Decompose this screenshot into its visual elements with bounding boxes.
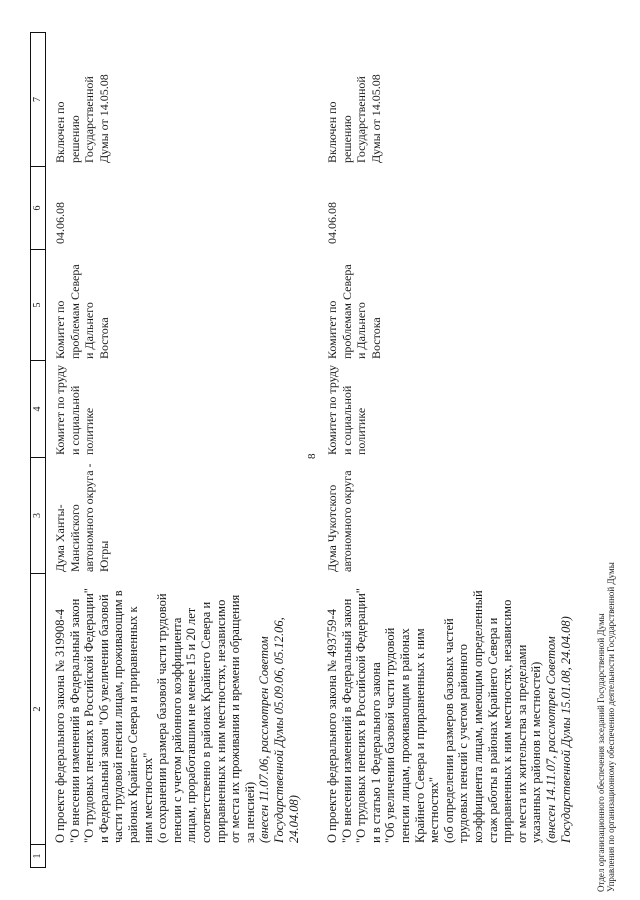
bill-note-line: Государственной Думы 15.01.08, 24.04.08) <box>558 616 573 843</box>
status-line: решению <box>339 115 354 163</box>
co-committee-line: Комитет по <box>325 300 339 359</box>
bill-text-line: (о сохранении размера базовой части трудовой <box>155 593 170 843</box>
bill-text-line: указанных районов и местностей) <box>529 661 544 843</box>
committee-line: политике <box>82 407 97 455</box>
co-committee-cell <box>53 264 111 359</box>
co-committee-line: Комитет по <box>53 300 67 359</box>
co-committee-line: и Дальнего <box>354 302 369 359</box>
initiator-cell <box>53 463 111 572</box>
bill-text-line: "Об увеличении базовой части трудовой <box>383 627 398 843</box>
column-number-6: 6 <box>31 167 45 250</box>
bill-text-line: районах Крайнего Севера и приравненных к <box>125 606 140 843</box>
date-cell <box>325 202 340 244</box>
initiator-line: автономного округа <box>339 470 354 572</box>
date-text: 04.06.08 <box>53 202 67 244</box>
initiator-line: Югры <box>96 540 111 572</box>
page-footer <box>596 562 616 892</box>
initiator-line: Дума Чукотского <box>325 484 339 572</box>
footer-line: Отдел организационного обеспечения заседаний Государственной Думы <box>596 613 606 892</box>
bill-text-line: "О трудовых пенсиях в Российской Федерации" <box>354 588 369 843</box>
bill-text-line: приравненных к ним местностях, независимо <box>213 599 228 843</box>
bill-text-line: О проекте федерального закона № 493759-4 <box>325 609 339 843</box>
bill-text-line: трудовых пенсий с учетом районного <box>456 644 471 843</box>
status-line: Включен по <box>53 101 67 163</box>
column-number-3: 3 <box>31 458 45 574</box>
committee-cell <box>325 365 369 455</box>
column-number-2: 2 <box>31 574 45 845</box>
co-committee-line: проблемам Севера <box>67 264 82 359</box>
co-committee-line: проблемам Севера <box>339 264 354 359</box>
bill-note-line: (внесен 14.11.07, рассмотрен Советом <box>543 636 558 843</box>
committee-cell <box>53 365 97 455</box>
bill-text-line: "О внесении изменений в Федеральный закон <box>67 598 82 843</box>
bill-note-line: (внесен 11.07.06, рассмотрен Советом <box>257 636 272 843</box>
table-header-row <box>30 32 46 868</box>
bill-text-line: соответственно в районах Крайнего Севера и <box>198 601 213 843</box>
column-number-4: 4 <box>31 361 45 458</box>
status-line: Государственной <box>82 76 97 163</box>
committee-line: Комитет по труду <box>53 364 67 455</box>
committee-line: и социальной <box>339 385 354 455</box>
committee-line: Комитет по труду <box>325 364 339 455</box>
bill-note-line: 24.04.08) <box>286 795 301 843</box>
bill-note-line: Государственной Думы 05.09.06, 05.12.06, <box>271 617 286 843</box>
bill-text-line: "О трудовых пенсиях в Российской Федерации" <box>82 588 97 843</box>
status-line: Государственной <box>354 76 369 163</box>
bill-text-line: стаж работы в районах Крайнего Севера и <box>485 617 500 843</box>
bill-text-line: приравненных к ним местностях, независимо <box>500 599 515 843</box>
bill-text-line: (об определении размеров базовых частей <box>441 618 456 843</box>
co-committee-cell <box>325 264 383 359</box>
status-cell <box>53 74 111 163</box>
initiator-line: автономного округа - <box>82 463 97 572</box>
co-committee-line: Востока <box>368 317 383 359</box>
status-line: Думы от 14.05.08 <box>368 74 383 163</box>
column-number-1: 1 <box>32 853 43 859</box>
bill-text-line: от места их жительства за пределами <box>514 644 529 843</box>
bill-text-line: и в статью 1 Федерального закона <box>368 662 383 843</box>
bill-text-line: местностях" <box>427 777 442 843</box>
co-committee-line: Востока <box>96 317 111 359</box>
co-committee-line: и Дальнего <box>82 302 97 359</box>
status-cell <box>325 74 383 163</box>
bill-text-line: О проекте федерального закона № 319908-4 <box>53 609 67 843</box>
date-text: 04.06.08 <box>325 202 339 244</box>
footer-line: Управления по организационному обеспечению деятельности Государственной Думы <box>606 562 616 892</box>
bill-text-line: за пенсией) <box>242 781 257 843</box>
bill-text-line: и Федеральный закон "Об увеличении базовой <box>96 594 111 843</box>
status-line: решению <box>67 115 82 163</box>
bill-text-line: пенсии лицам, проживающим в районах <box>397 628 412 843</box>
bill-cell <box>53 588 301 843</box>
date-cell <box>53 202 68 244</box>
table-row <box>53 0 303 900</box>
status-line: Думы от 14.05.08 <box>96 74 111 163</box>
bill-text-line: коэффициента лицам, имеющим определенный <box>470 590 485 843</box>
bill-text-line: пенсии с учетом районного коэффициента <box>169 617 184 843</box>
initiator-line: Дума Ханты- <box>53 504 67 572</box>
column-number-5: 5 <box>31 250 45 361</box>
bill-cell <box>325 588 573 843</box>
status-line: Включен по <box>325 101 339 163</box>
bill-text-line: лицам, проработавшим не менее 15 и 20 лет <box>184 607 199 843</box>
committee-line: и социальной <box>67 385 82 455</box>
table-row <box>325 0 575 900</box>
page-number: 8 <box>306 453 318 459</box>
initiator-line: Мансийского <box>67 504 82 572</box>
bill-text-line: Крайнего Севера и приравненных к ним <box>412 628 427 843</box>
initiator-cell <box>325 470 354 572</box>
bill-text-line: от места их проживания и времени обращения <box>228 594 243 843</box>
bill-text-line: ним местностях" <box>140 752 155 843</box>
column-number-7: 7 <box>31 33 45 167</box>
bill-text-line: "О внесении изменений в Федеральный закон <box>339 598 354 843</box>
bill-text-line: части трудовой пенсии лицам, проживающим в <box>111 590 126 843</box>
committee-line: политике <box>354 407 369 455</box>
